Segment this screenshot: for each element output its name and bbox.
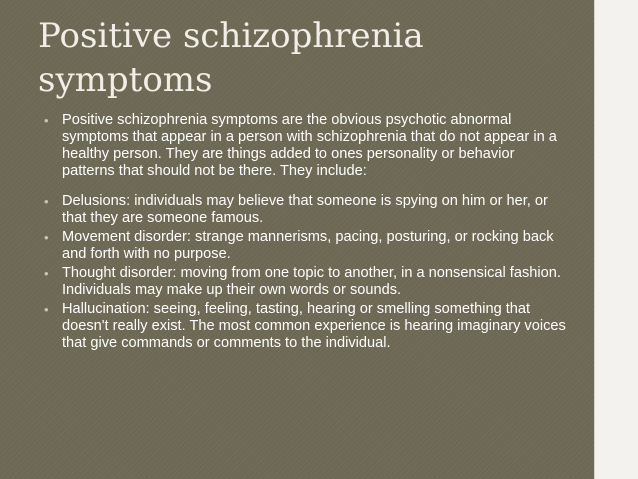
- bullet-icon: •: [44, 266, 49, 281]
- bullet-item-intro: [44, 112, 570, 180]
- bullet-item-thought-disorder: [44, 265, 570, 299]
- bullet-item-movement-disorder: [44, 229, 570, 263]
- bullet-text: Movement disorder: strange mannerisms, pacing, posturing, or rocking back and forth with no purpose.: [62, 229, 554, 262]
- bullet-icon: •: [44, 194, 49, 209]
- bullet-text: Hallucination: seeing, feeling, tasting, hearing or smelling something that doesn't really exist. The most common experience is hearing imaginary voices that give commands or comments to the individual.: [62, 301, 566, 351]
- bullet-icon: •: [44, 230, 49, 245]
- bullet-item-hallucination: [44, 301, 570, 352]
- bullet-text: Positive schizophrenia symptoms are the obvious psychotic abnormal symptoms that appear in a person with schizophrenia that do not appear in a healthy person. They are things added to ones personality or behavior patterns that should not be there. They include:: [62, 112, 557, 179]
- slide-title: Positive schizophrenia symptoms: [38, 16, 424, 100]
- bullet-icon: •: [44, 302, 49, 317]
- bullet-list: [44, 112, 570, 354]
- side-strip: [594, 0, 638, 479]
- bullet-text: Delusions: individuals may believe that someone is spying on him or her, or that they are someone famous.: [62, 193, 548, 226]
- bullet-icon: •: [44, 113, 49, 128]
- bullet-item-delusions: [44, 193, 570, 227]
- bullet-text: Thought disorder: moving from one topic to another, in a nonsensical fashion. Individuals may make up their own words or sounds.: [62, 265, 561, 298]
